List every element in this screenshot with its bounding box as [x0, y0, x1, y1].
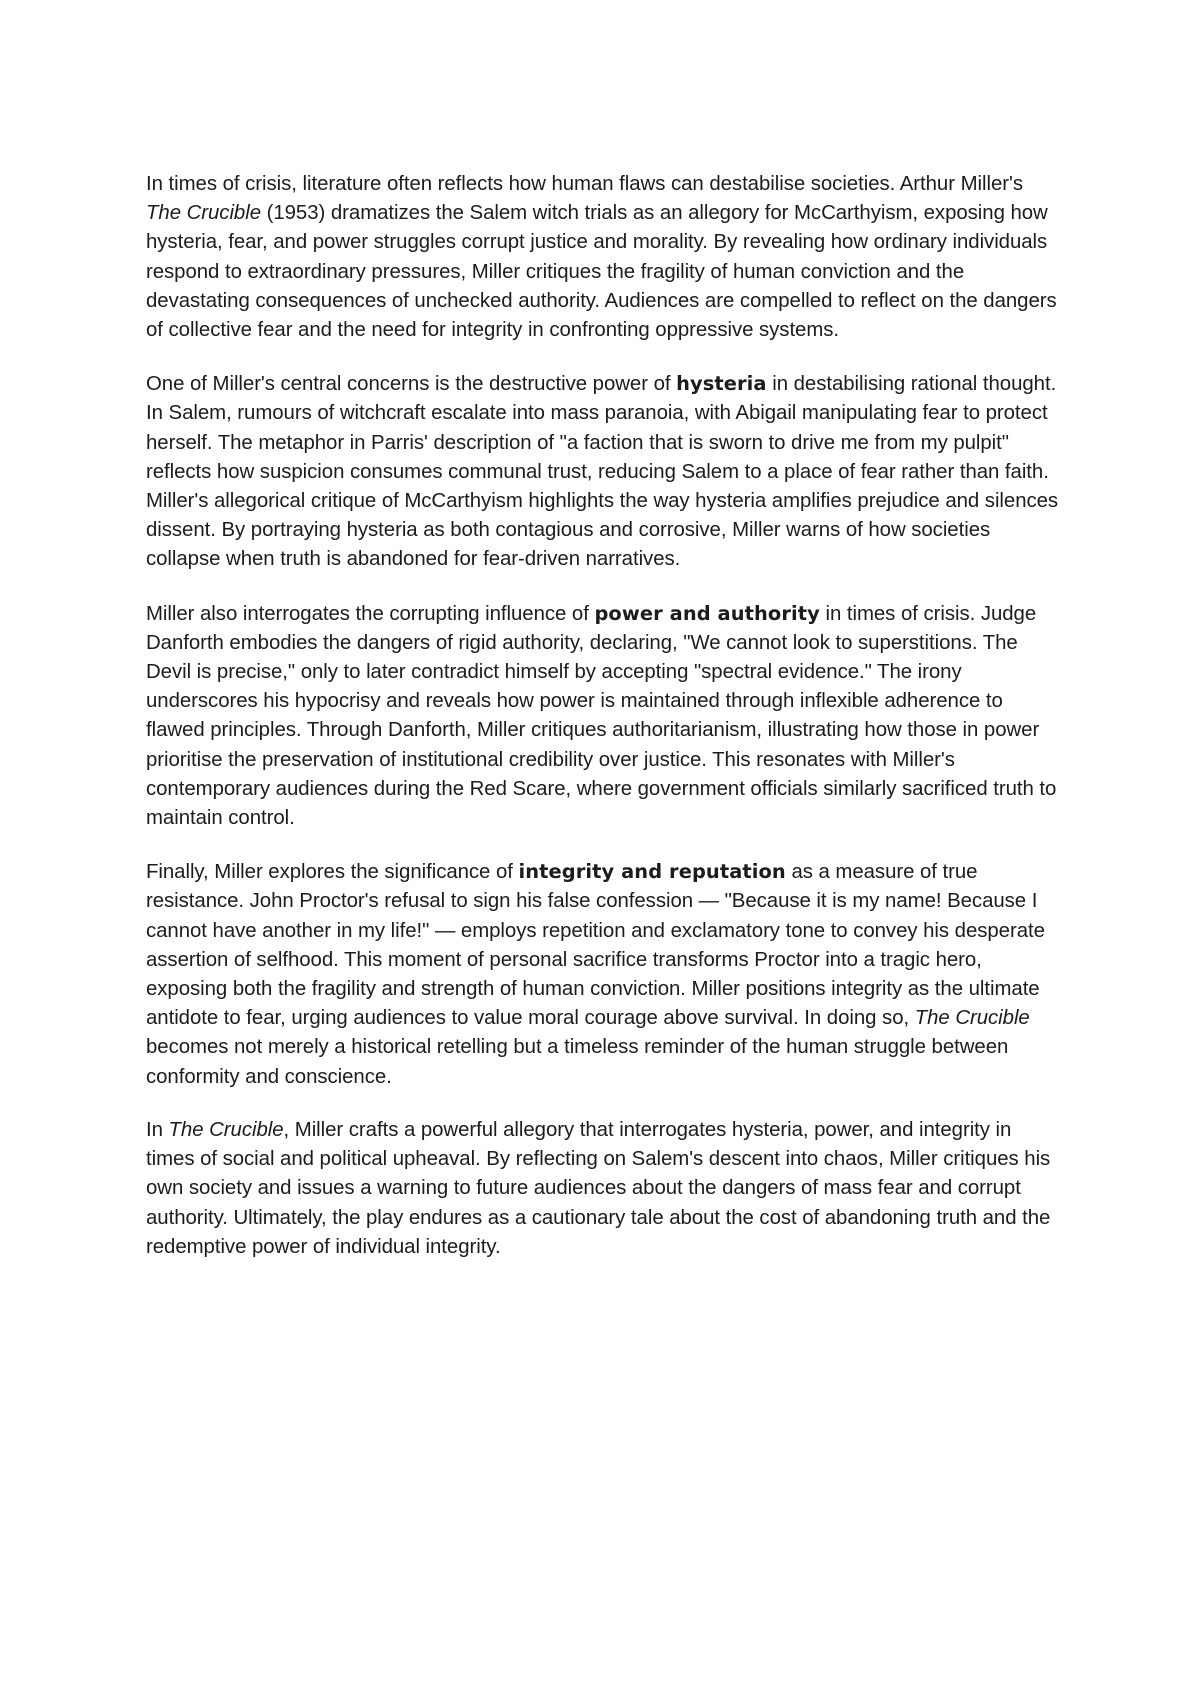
text-run: becomes not merely a historical retelling but a timeless reminder of the human struggle between conformity and conscience. [146, 1036, 1009, 1088]
bold-keyword: integrity and reputation [518, 860, 786, 884]
text-run: in destabilising rational thought. In Salem, rumours of witchcraft escalate into mass paranoia, with Abigail manipulating fear to protect herself. The metaphor in Parris' description of "a faction that is sworn to drive me from my pulpit" reflects how suspicion consumes communal trust, reducing Salem to a place of fear rather than faith. Miller's allegorical critique of McCarthyism highlights the way hysteria amplifies prejudice and silences dissent. By portraying hysteria as both contagious and corrosive, Miller warns of how societies collapse when truth is abandoned for fear-driven narratives. [146, 373, 1059, 571]
bold-keyword: hysteria [676, 372, 767, 396]
text-run: (1953) dramatizes the Salem witch trials as an allegory for McCarthyism, exposing how hysteria, fear, and power struggles corrupt justice and morality. By revealing how ordinary individuals respond to extraordinary pressures, Miller critiques the fragility of human conviction and the devastating consequences of unchecked authority. Audiences are compelled to reflect on the dangers of collective fear and the need for integrity in confronting oppressive systems. [146, 202, 1057, 342]
text-run: One of Miller's central concerns is the destructive power of [146, 373, 677, 396]
text-run: , Miller crafts a powerful allegory that interrogates hysteria, power, and integrity in times of social and political upheaval. By reflecting on Salem's descent into chaos, Miller critiques his own society and issues a warning to future audiences about the dangers of mass fear and corrupt authority. Ultimately, the play endures as a cautionary tale about the cost of abandoning truth and the redemptive power of individual integrity. [146, 1118, 1051, 1258]
text-run: Finally, Miller explores the significance of [146, 861, 519, 884]
text-run: as a measure of true resistance. John Proctor's refusal to sign his false confession — "Because it is my name! Because I cannot have another in my life!" — employs repetition and exclamatory tone to convey his desperate assertion of selfhood. This moment of personal sacrifice transforms Proctor into a tragic hero, exposing both the fragility and strength of human conviction. Miller positions integrity as the ultimate antidote to fear, urging audiences to value moral courage above survival. In doing so, [146, 861, 1045, 1030]
italic-title: The Crucible [168, 1118, 284, 1141]
text-run: In times of crisis, literature often reflects how human flaws can destabilise societies. Arthur Miller's [146, 173, 1023, 195]
paragraph-hysteria [146, 369, 1061, 574]
paragraph-power-authority [146, 599, 1061, 834]
text-run: Miller also interrogates the corrupting influence of [146, 602, 595, 625]
bold-keyword: power and authority [594, 601, 820, 625]
document-page [146, 170, 1061, 1286]
paragraph-integrity-reputation [146, 857, 1061, 1092]
italic-title: The Crucible [914, 1007, 1030, 1030]
text-run: in times of crisis. Judge Danforth embodies the dangers of rigid authority, declaring, "We cannot look to superstitions. The Devil is precise," only to later contradict himself by accepting "spectral evidence." The irony underscores his hypocrisy and reveals how power is maintained through inflexible adherence to flawed principles. Through Danforth, Miller critiques authoritarianism, illustrating how those in power prioritise the preservation of institutional credibility over justice. This resonates with Miller's contemporary audiences during the Red Scare, where government officials similarly sacrificed truth to maintain control. [146, 602, 1057, 830]
italic-title: The Crucible [146, 202, 261, 225]
text-run: In [146, 1118, 169, 1141]
paragraph-introduction [146, 170, 1061, 345]
paragraph-conclusion [146, 1116, 1061, 1262]
